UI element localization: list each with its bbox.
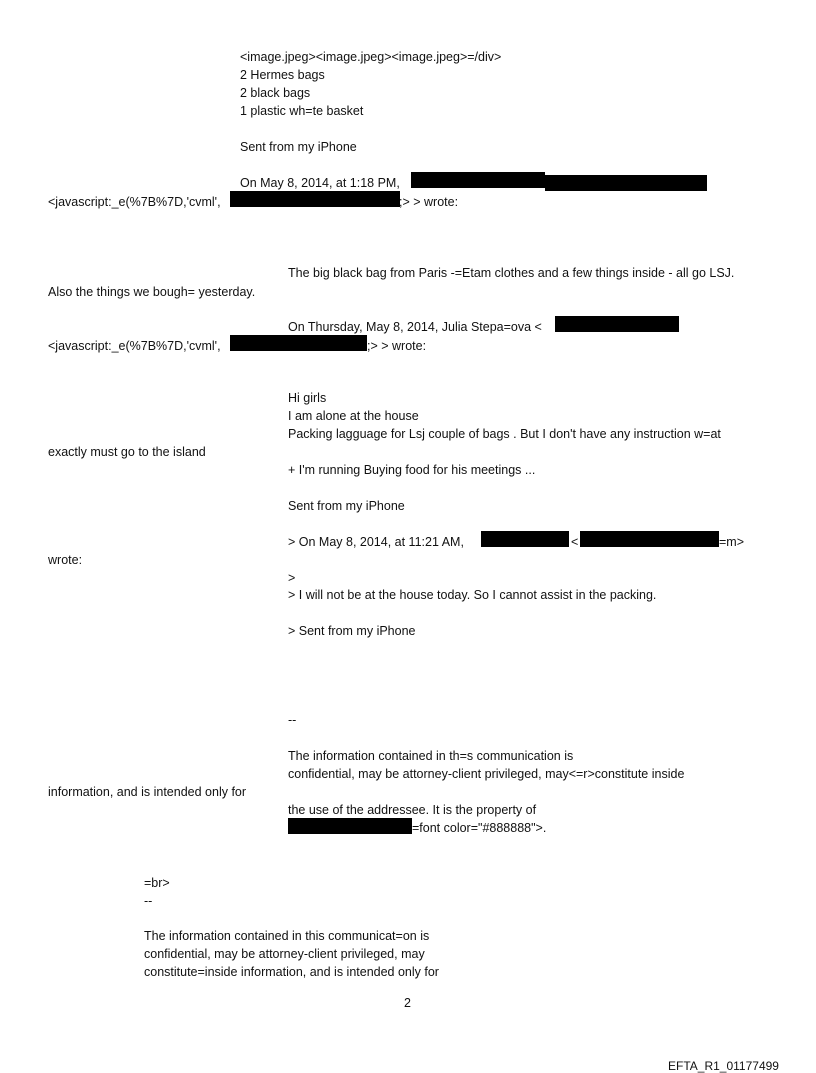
redaction-box	[288, 818, 412, 834]
reply-header-1: On May 8, 2014, at 1:18 PM,	[240, 176, 400, 190]
reply-header-3: > On May 8, 2014, at 11:21 AM,	[288, 535, 464, 549]
sent-from-iphone: Sent from my iPhone	[288, 499, 405, 513]
message-line: Hi girls	[288, 391, 327, 405]
redaction-box	[545, 175, 707, 191]
email-bracket: <	[571, 535, 579, 549]
disclaimer-line: confidential, may be attorney-client privileged, may	[144, 947, 425, 961]
message-line: The big black bag from Paris -=Etam clothes and a few things inside - all go LSJ.	[288, 266, 735, 280]
html-fragment: =br>	[144, 876, 170, 890]
redaction-box	[230, 191, 400, 207]
item-hermes-bags: 2 Hermes bags	[240, 68, 325, 82]
page-number: 2	[404, 996, 411, 1010]
quote-line: >	[288, 571, 296, 585]
redaction-box	[555, 316, 679, 332]
quote-line: > I will not be at the house today. So I cannot assist in the packing.	[288, 588, 657, 602]
sent-from-iphone: Sent from my iPhone	[240, 140, 357, 154]
disclaimer-line: The information contained in th=s communication is	[288, 749, 574, 763]
item-black-bags: 2 black bags	[240, 86, 311, 100]
disclaimer-line: constitute=inside information, and is intended only for	[144, 965, 439, 979]
images-line: <image.jpeg><image.jpeg><image.jpeg>=/div>	[240, 50, 502, 64]
disclaimer-line: information, and is intended only for	[48, 785, 247, 799]
redaction-box	[481, 531, 569, 547]
message-line: exactly must go to the island	[48, 445, 206, 459]
redaction-box	[230, 335, 367, 351]
javascript-link: <javascript:_e(%7B%7D,'cvml',	[48, 339, 221, 353]
reply-header-2: On Thursday, May 8, 2014, Julia Stepa=ova <	[288, 320, 542, 334]
disclaimer-line: confidential, may be attorney-client privileged, may<=r>constitute inside	[288, 767, 685, 781]
javascript-link: <javascript:_e(%7B%7D,'cvml',	[48, 195, 221, 209]
disclaimer-line: the use of the addressee. It is the property of	[288, 803, 537, 817]
wrote-label: wrote:	[48, 553, 83, 567]
disclaimer-line: =font color="#888888">.	[412, 821, 547, 835]
message-line: Packing lagguage for Lsj couple of bags . But I don't have any instruction w=at	[288, 427, 721, 441]
wrote-label: ;> > wrote:	[367, 339, 427, 353]
redaction-box	[580, 531, 719, 547]
quote-line: > Sent from my iPhone	[288, 624, 416, 638]
message-line: I am alone at the house	[288, 409, 419, 423]
wrote-label: ;> > wrote:	[399, 195, 459, 209]
email-bracket: =m>	[719, 535, 745, 549]
disclaimer-line: The information contained in this communicat=on is	[144, 929, 430, 943]
redaction-box	[411, 172, 545, 188]
document-id: EFTA_R1_01177499	[668, 1059, 779, 1073]
message-line: Also the things we bough= yesterday.	[48, 285, 256, 299]
message-line: + I'm running Buying food for his meetings ...	[288, 463, 536, 477]
item-basket: 1 plastic wh=te basket	[240, 104, 364, 118]
signature-dashes: --	[144, 894, 153, 908]
signature-dashes: --	[288, 713, 297, 727]
